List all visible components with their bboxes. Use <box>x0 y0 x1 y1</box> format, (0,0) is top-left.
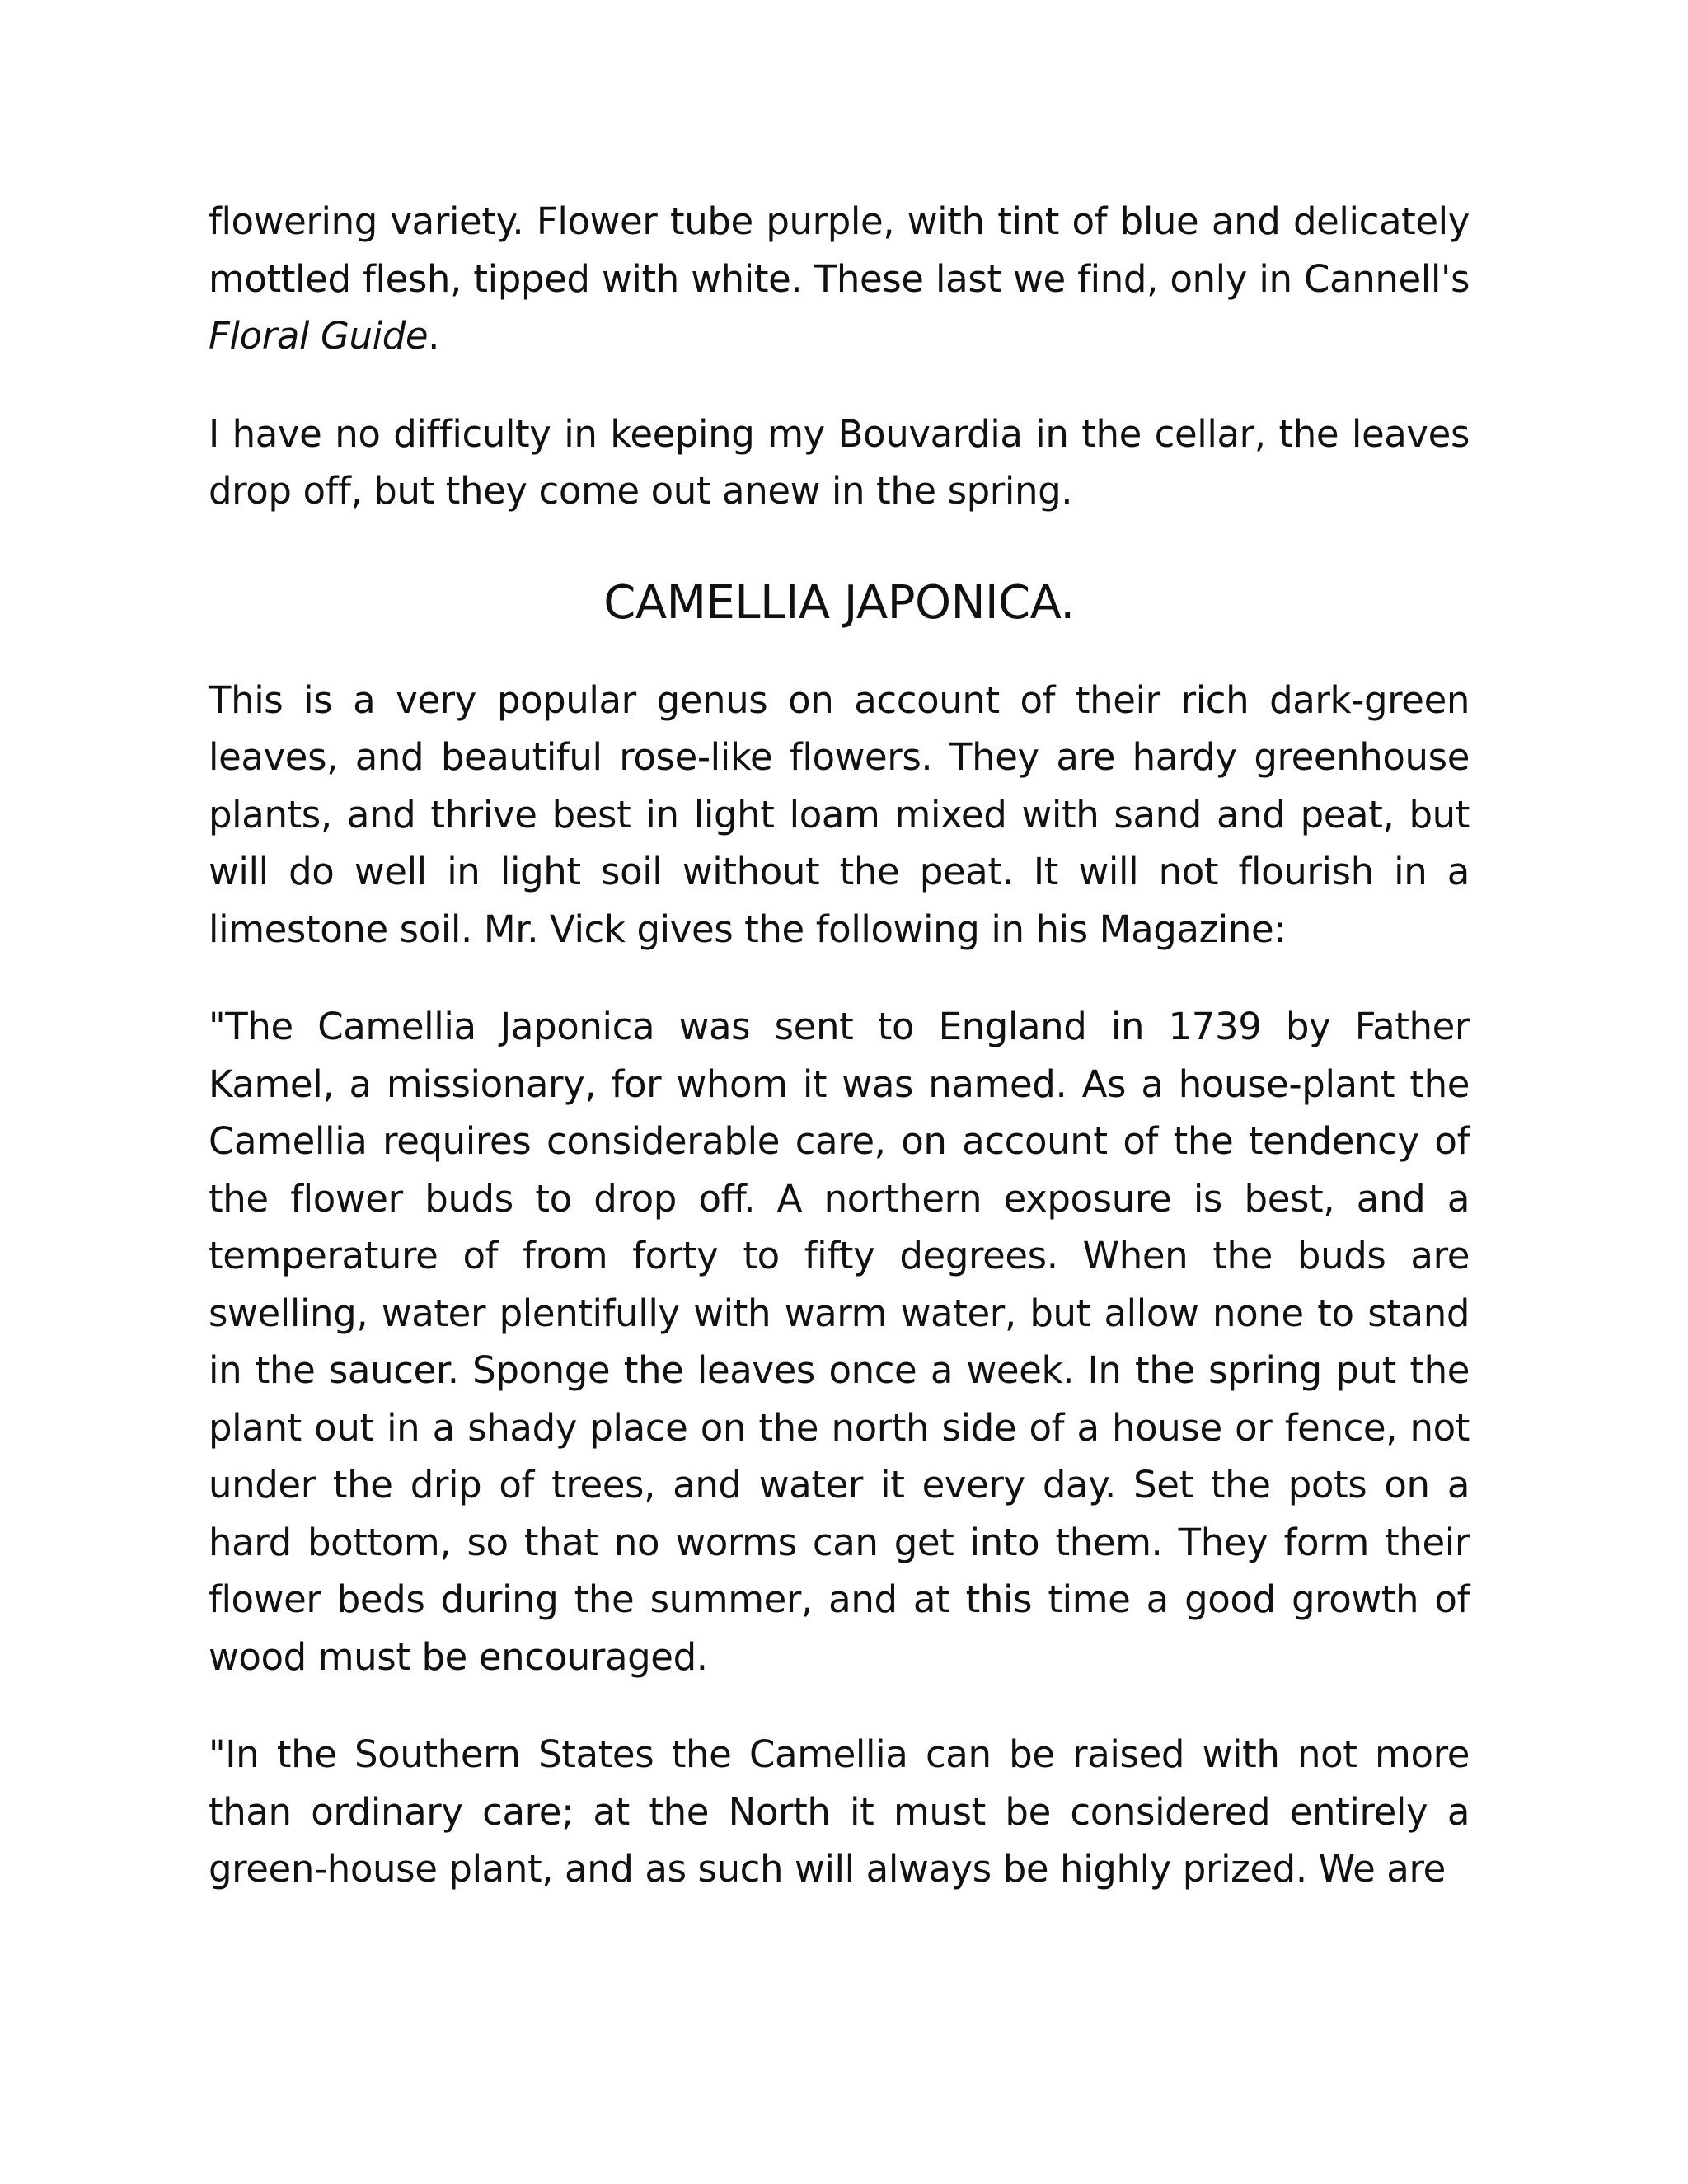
book-title-emphasis: Floral Guide <box>209 314 429 358</box>
page-body <box>209 193 1470 1898</box>
paragraph-camellia-southern: "In the Southern States the Camellia can be raised with not more than ordinary care; at the North it must be considered entirely a green-house plant, and as such will always be highly prized. We are <box>209 1732 1470 1891</box>
paragraph-bouvardia-varieties <box>209 193 1470 365</box>
paragraph-text-end: . <box>428 314 440 358</box>
paragraph-text: flowering variety. Flower tube purple, with tint of blue and delicately mottled flesh, tipped with white. These last we find, only in Cannell's <box>209 199 1470 301</box>
section-heading: CAMELLIA JAPONICA. <box>603 575 1075 630</box>
paragraph-camellia-quote: "The Camellia Japonica was sent to England in 1739 by Father Kamel, a missionary, for whom it was named. As a house-plant the Camellia requires considerable care, on account of the tendency of the flower buds to drop off. A northern exposure is best, and a temperature of from forty to fifty degrees. When the buds are swelling, water plentifully with warm water, but allow none to stand in the saucer. Sponge the leaves once a week. In the spring put the plant out in a shady place on the north side of a house or fence, not under the drip of trees, and water it every day. Set the pots on a hard bottom, so that no worms can get into them. They form their flower beds during the summer, and at this time a good growth of wood must be encouraged. <box>209 1005 1470 1679</box>
paragraph-camellia-intro: This is a very popular genus on account of their rich dark-green leaves, and beautiful rose-like flowers. They are hardy greenhouse plants, and thrive best in light loam mixed with sand and peat, but will do well in light soil without the peat. It will not flourish in a limestone soil. Mr. Vick gives the following in his Magazine: <box>209 677 1470 951</box>
paragraph-bouvardia-cellar: I have no difficulty in keeping my Bouvardia in the cellar, the leaves drop off, but they come out anew in the spring. <box>209 411 1470 513</box>
